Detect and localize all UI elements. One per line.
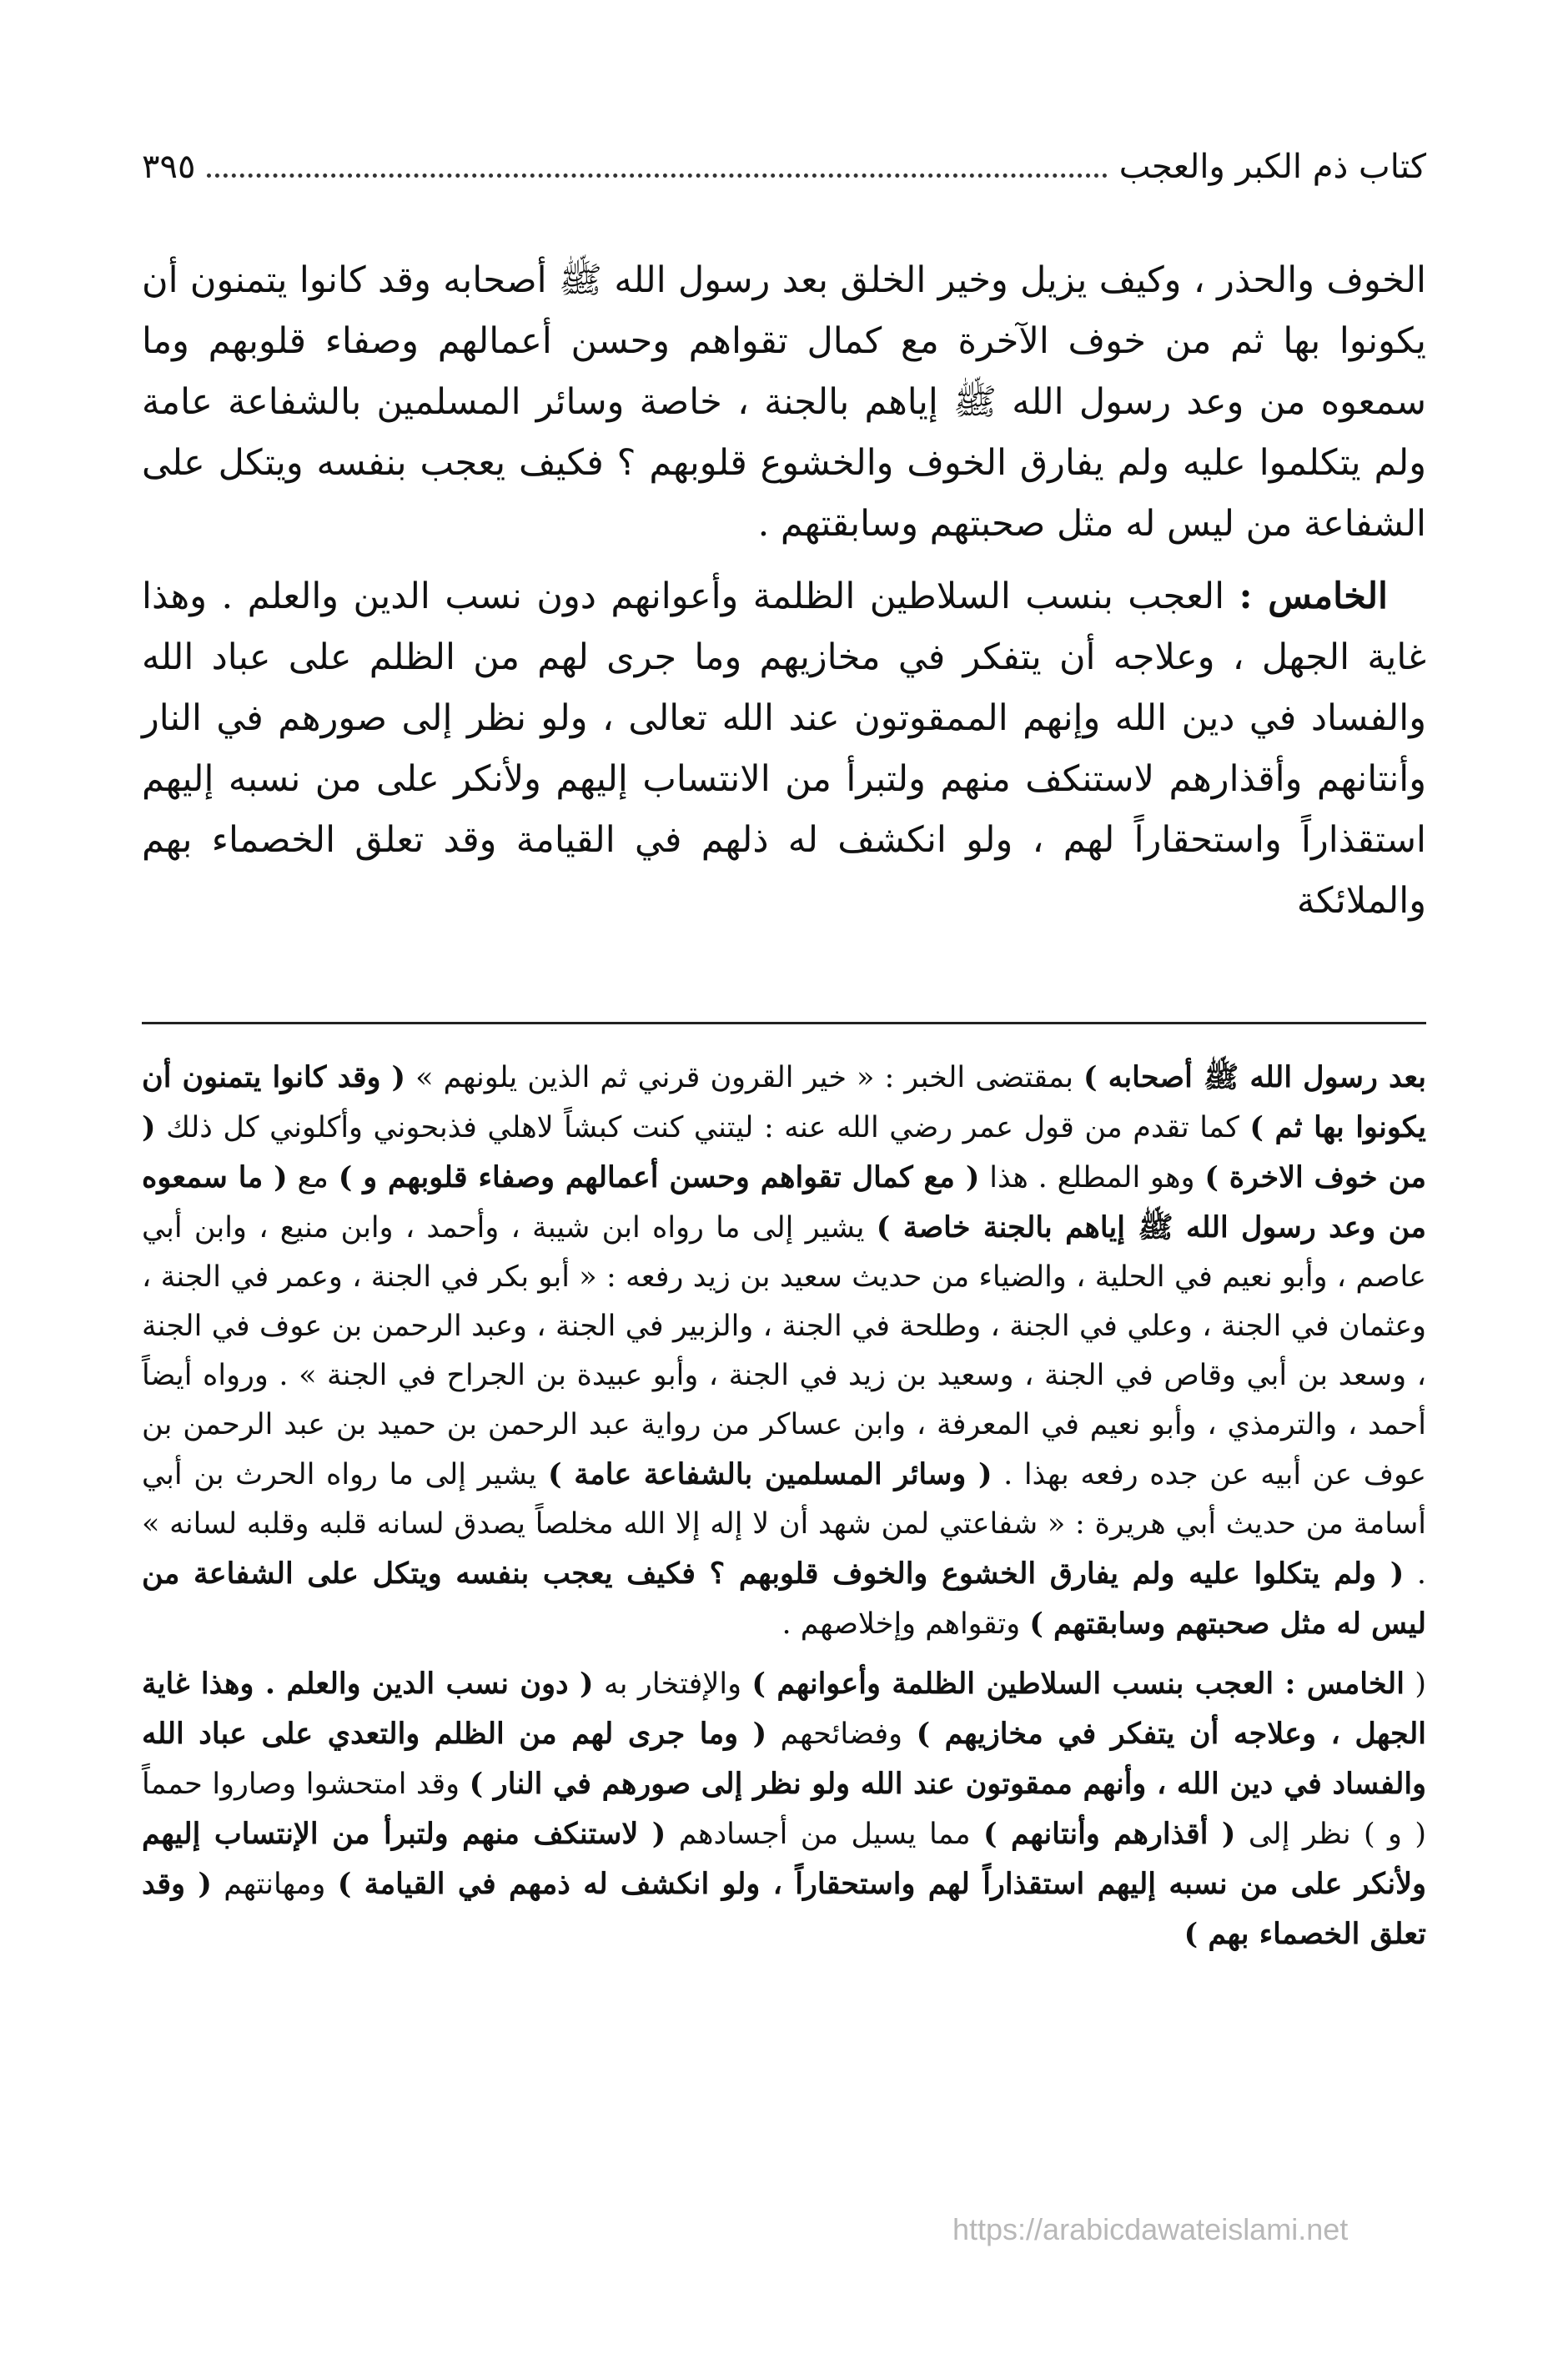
commentary-text: والإفتخار به [593, 1667, 752, 1701]
main-lead-word: الخامس : [1239, 576, 1388, 617]
commentary-text: كما تقدم من قول عمر رضي الله عنه : ليتني كنت كبشاً لاهلي فذبحوني وأكلوني كل ذلك [155, 1111, 1250, 1144]
main-paragraph-2 [142, 566, 1426, 932]
main-text [142, 250, 1426, 943]
quoted-matn: ( دون نسب الدين والعلم . وهذا غاية الجهل ، وعلاجه أن يتفكر في مخازيهم ) [142, 1667, 1426, 1751]
commentary-paragraph-2 [142, 1659, 1426, 1959]
quoted-matn: بعد رسول الله ﷺ أصحابه ) [1083, 1060, 1426, 1094]
commentary-text: وهو المطلع . هذا [979, 1161, 1205, 1195]
commentary-text: ( [1404, 1667, 1427, 1701]
commentary-text: مع [287, 1161, 339, 1195]
source-watermark: https://arabicdawateislami.net [952, 2212, 1349, 2246]
main-paragraph-1: الخوف والحذر ، وكيف يزيل وخير الخلق بعد رسول الله ﷺ أصحابه وقد كانوا يتمنون أن يكونوا بها ثم من خوف الآخرة مع كمال تقواهم وحسن أعمالهم وصفاء قلوبهم وما سمعوه من وعد رسول الله ﷺ إياهم بالجنة ، خاصة وسائر المسلمين بالشفاعة عامة ولم يتكلموا عليه ولم يفارق الخوف والخشوع قلوبهم ؟ فكيف يعجب بنفسه ويتكل على الشفاعة من ليس له مثل صحبتهم وسابقتهم . [142, 259, 1426, 545]
quoted-matn: الخامس : العجب بنسب السلاطين الظلمة وأعوانهم ) [751, 1667, 1405, 1701]
quoted-matn: ( ولم يتكلوا عليه ولم يفارق الخشوع والخوف قلوبهم ؟ فكيف يعجب بنفسه ويتكل على الشفاعة من ليس له مثل صحبتهم وسابقتهم ) [142, 1557, 1426, 1641]
commentary-text: مما يسيل من أجسادهم [666, 1818, 983, 1851]
header-dot-leader [207, 174, 1107, 178]
chapter-title: كتاب ذم الكبر والعجب [1118, 148, 1426, 186]
commentary-notes [142, 1053, 1426, 1969]
commentary-text: وتقواهم وإخلاصهم . [781, 1607, 1030, 1641]
quoted-matn: ( لاستنكف منهم ولتبرأ من الإنتساب إليهم ولأنكر على من نسبه إليهم استقذاراً لهم واستحقاراً ، ولو انكشف له ذمهم في القيامة ) [142, 1817, 1426, 1901]
main-paragraph-2-text: العجب بنسب السلاطين الظلمة وأعوانهم دون نسب الدين والعلم . وهذا غاية الجهل ، وعلاجه أن يتفكر في مخازيهم وما جرى لهم من الظلم على عباد الله والفساد في دين الله وإنهم الممقوتون عند الله تعالى ، ولو نظر إلى صورهم في النار وأنتانهم وأقذارهم لاستنكف منهم ولتبرأ من الانتساب إليهم ولأنكر على من نسبه إليهم استقذاراً واستحقاراً لهم ، ولو انكشف له ذلهم في القيامة وقد تعلق الخصماء بهم والملائكة [142, 576, 1426, 922]
quoted-matn: ( وما جرى لهم من الظلم والتعدي على عباد الله والفساد في دين الله ، وأنهم ممقوتون عند الله ولو نظر إلى صورهم في النار ) [142, 1717, 1426, 1801]
commentary-text: بمقتضى الخبر : « خير القرون قرني ثم الذين يلونهم » [405, 1061, 1083, 1094]
quoted-matn: ( من خوف الاخرة ) [142, 1110, 1426, 1195]
quoted-matn: ( أقذارهم وأنتانهم ) [983, 1817, 1236, 1851]
commentary-paragraph-1 [142, 1053, 1426, 1649]
footnote-divider [142, 1022, 1426, 1024]
commentary-text: يشير إلى ما رواه الحرث بن أبي أسامة من حديث أبي هريرة : « شفاعتي لمن شهد أن لا إله إلا الله مخلصاً يصدق لسانه قلبه وقلبه لسانه » . [142, 1458, 1426, 1591]
commentary-text: ومهانتهم [211, 1868, 338, 1901]
quoted-matn: ( ما سمعوه من وعد رسول الله ﷺ إياهم بالجنة خاصة ) [142, 1160, 1427, 1245]
running-header [142, 140, 1426, 194]
quoted-matn: ( وقد تعلق الخصماء بهم ) [142, 1867, 1426, 1951]
commentary-text: وفضائحهم [766, 1718, 917, 1751]
page-number: ٣٩٥ [142, 148, 196, 186]
quoted-matn: ( وقد كانوا يتمنون أن يكونوا بها ثم ) [142, 1060, 1426, 1144]
commentary-text: يشير إلى ما رواه ابن شيبة ، وأحمد ، وابن منيع ، وابن أبي عاصم ، وأبو نعيم في الحلية ، والضياء من حديث سعيد بن زيد رفعه : « أبو بكر في الجنة ، وعمر في الجنة ، وعثمان في الجنة ، وعلي في الجنة ، وطلحة في الجنة ، والزبير في الجنة ، وعبد الرحمن بن عوف في الجنة ، وسعد بن أبي وقاص في الجنة ، وسعيد بن زيد في الجنة ، وأبو عبيدة بن الجراح في الجنة » . ورواه أيضاً أحمد ، والترمذي ، وأبو نعيم في المعرفة ، وابن عساكر من رواية عبد الرحمن بن حميد بن عبد الرحمن بن عوف عن أبيه عن جده رفعه بهذا . [142, 1211, 1426, 1491]
quoted-matn: ( مع كمال تقواهم وحسن أعمالهم وصفاء قلوبهم و ) [338, 1160, 980, 1195]
quoted-matn: ( وسائر المسلمين بالشفاعة عامة ) [548, 1457, 993, 1491]
commentary-text: وقد امتحشوا وصاروا حمماً ( و ) نظر إلى [142, 1768, 1427, 1851]
